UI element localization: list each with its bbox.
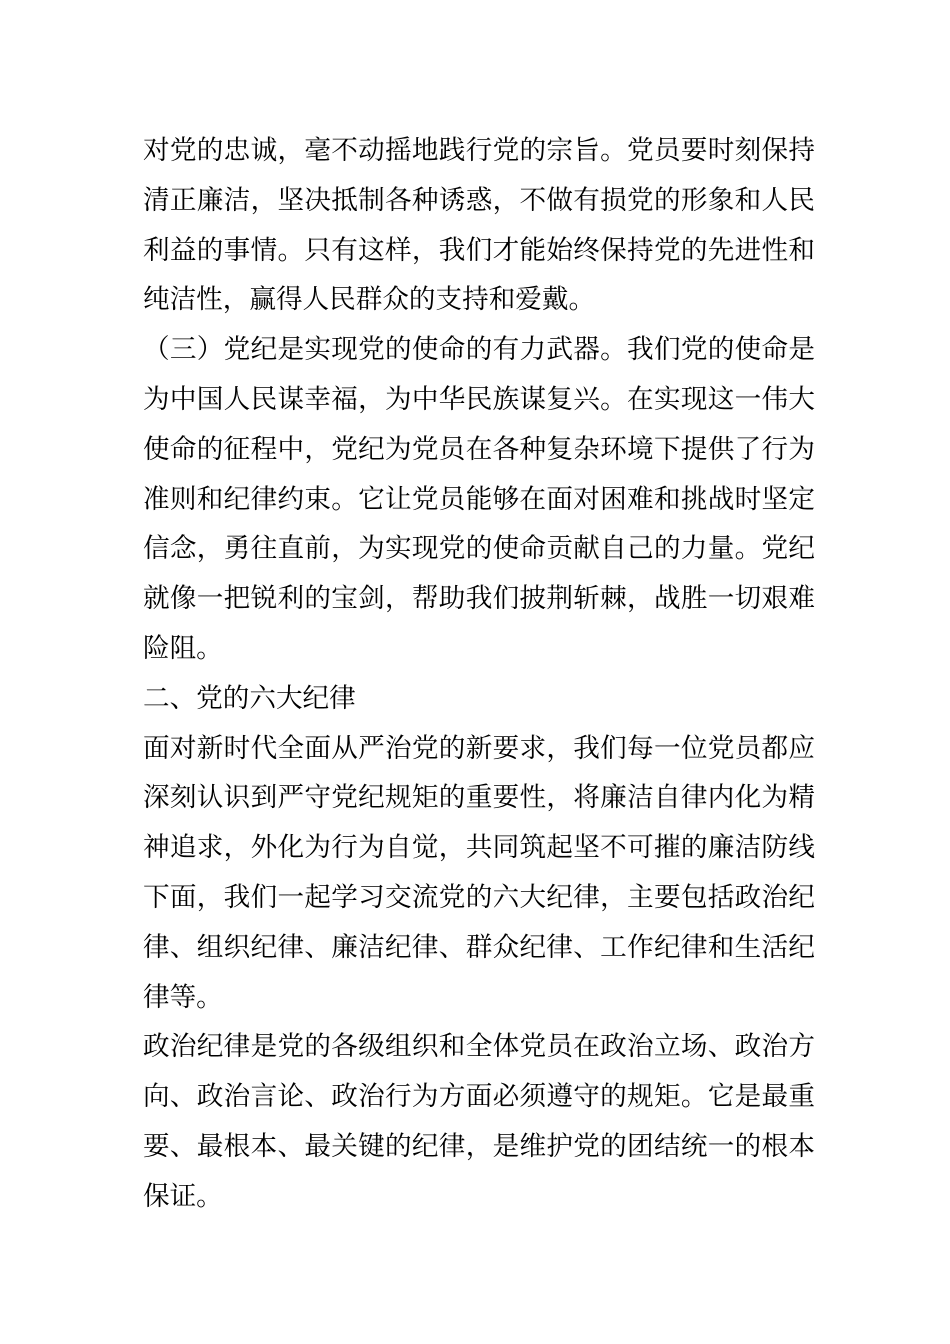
section-heading-six-disciplines: 二、党的六大纪律 bbox=[143, 682, 356, 714]
paragraph-loyalty: 对党的忠诚，毫不动摇地践行党的宗旨。党员要时刻保持清正廉洁，坚决抵制各种诱惑，不做有损党的形象和人民利益的事情。只有这样，我们才能始终保持党的先进性和纯洁性，赢得人民群众的支持和爱戴。 bbox=[143, 135, 815, 316]
paragraph-six-disciplines-intro: 面对新时代全面从严治党的新要求，我们每一位党员都应深刻认识到严守党纪规矩的重要性，将廉洁自律内化为精神追求，外化为行为自觉，共同筑起坚不可摧的廉洁防线下面，我们一起学习交流党的六大纪律，主要包括政治纪律、组织纪律、廉洁纪律、群众纪律、工作纪律和生活纪律等。 bbox=[143, 732, 815, 1013]
paragraph-political-discipline: 政治纪律是党的各级组织和全体党员在政治立场、政治方向、政治言论、政治行为方面必须遵守的规矩。它是最重要、最根本、最关键的纪律，是维护党的团结统一的根本保证。 bbox=[143, 1031, 815, 1212]
paragraph-mission-weapon: （三）党纪是实现党的使命的有力武器。我们党的使命是为中国人民谋幸福，为中华民族谋复兴。在实现这一伟大使命的征程中，党纪为党员在各种复杂环境下提供了行为准则和纪律约束。它让党员能够在面对困难和挑战时坚定信念，勇往直前，为实现党的使命贡献自己的力量。党纪就像一把锐利的宝剑，帮助我们披荆斩棘，战胜一切艰难险阻。 bbox=[143, 334, 815, 664]
document-body bbox=[143, 126, 815, 1222]
